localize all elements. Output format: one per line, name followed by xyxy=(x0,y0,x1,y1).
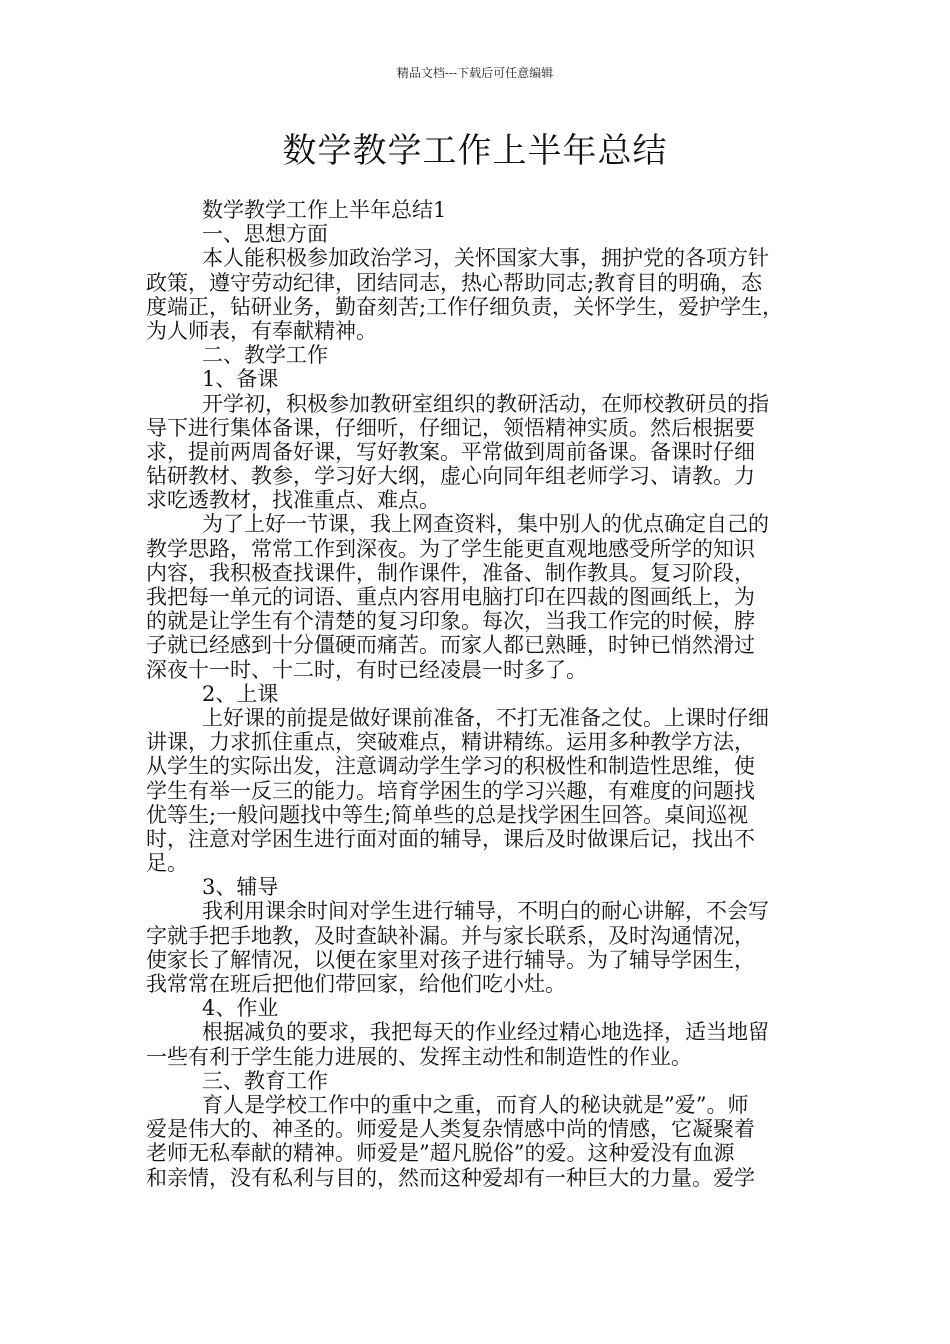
paragraph-line: 本人能积极参加政治学习，关怀国家大事，拥护党的各项方针 xyxy=(202,246,769,271)
section-heading: 二、教学工作 xyxy=(202,343,328,368)
paragraph-line: 深夜十一时、十二时，有时已经凌晨一时多了。 xyxy=(146,657,587,682)
paragraph-line: 爱是伟大的、神圣的。师爱是人类复杂情感中尚的情感，它凝聚着 xyxy=(146,1117,755,1142)
paragraph-line: 和亲情，没有私利与目的，然而这种爱却有一种巨大的力量。爱学 xyxy=(146,1165,755,1190)
paragraph-line: 讲课，力求抓住重点，突破难点，精讲精练。运用多种教学方法， xyxy=(146,730,755,755)
paragraph-line: 字就手把手地教，及时查缺补漏。并与家长联系，及时沟通情况， xyxy=(146,923,755,948)
document-body xyxy=(146,198,814,1190)
paragraph-line: 从学生的实际出发，注意调动学生学习的积极性和制造性思维，使 xyxy=(146,754,755,779)
subsection-heading: 1、备课 xyxy=(202,367,279,392)
paragraph-line: 老师无私奉献的精神。师爱是”超凡脱俗”的爱。这种爱没有血源 xyxy=(146,1141,735,1166)
paragraph-line: 上好课的前提是做好课前准备，不打无准备之仗。上课时仔细 xyxy=(202,705,769,730)
paragraph-line: 为了上好一节课，我上网查资料，集中别人的优点确定自己的 xyxy=(202,512,769,537)
paragraph-line: 为人师表，有奉献精神。 xyxy=(146,318,377,343)
paragraph-line: 一些有利于学生能力进展的、发挥主动性和制造性的作业。 xyxy=(146,1044,692,1069)
paragraph-line: 的就是让学生有个清楚的复习印象。每次，当我工作完的时候，脖 xyxy=(146,609,755,634)
section-heading: 一、思想方面 xyxy=(202,222,328,247)
paragraph-line: 子就已经感到十分僵硬而痛苦。而家人都已熟睡，时钟已悄然滑过 xyxy=(146,633,755,658)
paragraph-line: 求吃透教材，找准重点、难点。 xyxy=(146,488,440,513)
paragraph-line: 我把每一单元的词语、重点内容用电脑打印在四裁的图画纸上，为 xyxy=(146,585,755,609)
paragraph-line: 学生有举一反三的能力。培育学困生的学习兴趣，有难度的问题找 xyxy=(146,778,755,803)
paragraph-line: 根据减负的要求，我把每天的作业经过精心地选择，适当地留 xyxy=(202,1020,769,1045)
paragraph-line: 优等生;一般问题找中等生;简单些的总是找学困生回答。桌间巡视 xyxy=(146,802,749,827)
section-heading: 三、教育工作 xyxy=(202,1068,328,1093)
paragraph-line: 政策，遵守劳动纪律，团结同志，热心帮助同志;教育目的明确，态 xyxy=(146,270,763,295)
section-heading: 数学教学工作上半年总结1 xyxy=(202,198,447,222)
paragraph-line: 钻研教材、教参，学习好大纲，虚心向同年组老师学习、请教。力 xyxy=(146,464,755,489)
paragraph-line: 导下进行集体备课，仔细听，仔细记，领悟精神实质。然后根据要 xyxy=(146,415,755,440)
subsection-heading: 3、辅导 xyxy=(202,875,279,900)
paragraph-line: 求，提前两周备好课，写好教案。平常做到周前备课。备课时仔细 xyxy=(146,439,755,464)
paragraph-line: 内容，我积极查找课件，制作课件，准备、制作教具。复习阶段， xyxy=(146,560,755,585)
subsection-heading: 2、上课 xyxy=(202,681,279,706)
paragraph-line: 教学思路，常常工作到深夜。为了学生能更直观地感受所学的知识 xyxy=(146,536,755,561)
paragraph-line: 开学初，积极参加教研室组织的教研活动，在师校教研员的指 xyxy=(202,391,769,416)
paragraph-line: 时，注意对学困生进行面对面的辅导，课后及时做课后记，找出不 xyxy=(146,826,755,851)
paragraph-line: 使家长了解情况，以便在家里对孩子进行辅导。为了辅导学困生， xyxy=(146,947,755,972)
paragraph-line: 我利用课余时间对学生进行辅导，不明白的耐心讲解，不会写 xyxy=(202,899,769,924)
document-title: 数学教学工作上半年总结 xyxy=(282,131,668,171)
subsection-heading: 4、作业 xyxy=(202,996,279,1021)
paragraph-line: 育人是学校工作中的重中之重，而育人的秘诀就是”爱”。师 xyxy=(202,1092,749,1117)
paragraph-line: 足。 xyxy=(146,851,188,876)
paragraph-line: 我常常在班后把他们带回家，给他们吃小灶。 xyxy=(146,972,566,996)
page-header-note: 精品文档---下载后可任意编辑 xyxy=(396,66,554,80)
paragraph-line: 度端正，钻研业务，勤奋刻苦;工作仔细负责，关怀学生，爱护学生， xyxy=(146,294,784,319)
